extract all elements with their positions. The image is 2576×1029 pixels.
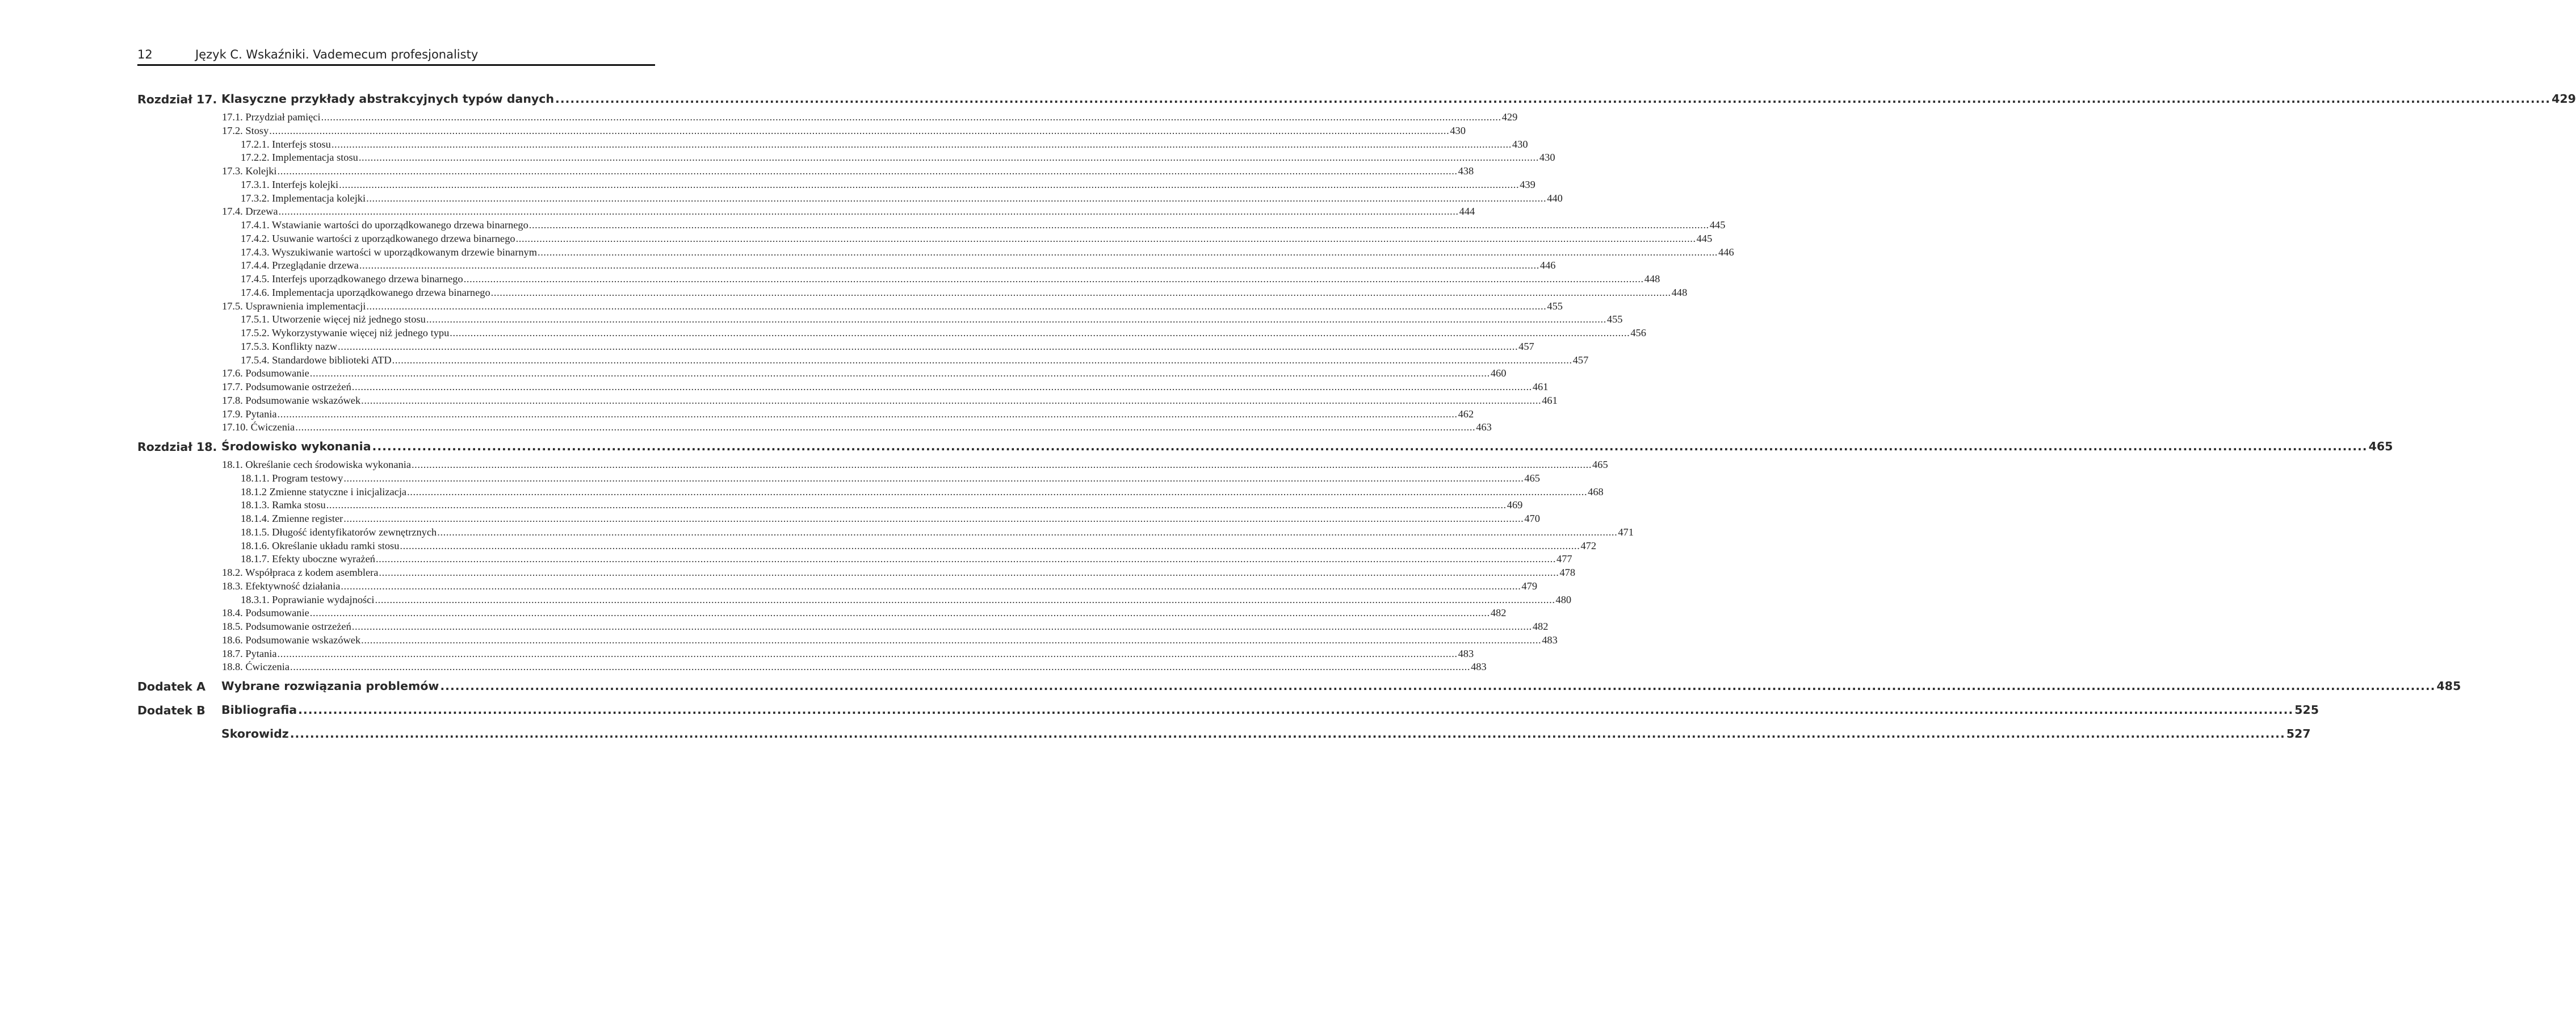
toc-entry bbox=[137, 165, 1474, 179]
toc-entry bbox=[137, 178, 1535, 193]
chapter-title: Klasyczne przykłady abstrakcyjnych typów danych bbox=[221, 92, 555, 106]
toc-entry bbox=[137, 593, 1572, 608]
toc-entry bbox=[137, 526, 1634, 540]
dot-leader: ................................................................................................................................................................................................................................................................................................................................................................................................................ bbox=[411, 459, 1592, 470]
entry-page-number: 463 bbox=[1476, 421, 1492, 433]
toc-entry bbox=[137, 367, 1507, 381]
table-of-contents bbox=[137, 92, 2576, 746]
toc-entry bbox=[137, 539, 1597, 554]
chapter-page-number: 527 bbox=[2286, 727, 2311, 741]
toc-entry bbox=[137, 232, 1713, 246]
chapter-page-number: 465 bbox=[2368, 440, 2393, 453]
entry-page-number: 448 bbox=[1644, 273, 1660, 285]
entry-page-number: 445 bbox=[1696, 232, 1713, 244]
entry-page-number: 468 bbox=[1588, 486, 1604, 497]
entry-title: 17.5.3. Konflikty nazw bbox=[241, 340, 338, 352]
entry-page-number: 430 bbox=[1450, 124, 1466, 136]
chapter-title: Środowisko wykonania bbox=[221, 440, 371, 453]
chapter-label: Dodatek A bbox=[137, 680, 205, 693]
toc-chapter bbox=[137, 679, 2461, 698]
entry-page-number: 465 bbox=[1592, 459, 1608, 470]
dot-leader: ................................................................................................................................................................................................................................................................................................................................................................................................................ bbox=[269, 124, 1450, 136]
toc-entry bbox=[137, 327, 1646, 341]
dot-leader: ................................................................................................................................................................................................................................................................................................................................................................................................................ bbox=[278, 206, 1459, 217]
chapter-page-number: 525 bbox=[2294, 703, 2319, 717]
entry-title: 18.3. Efektywność działania bbox=[222, 580, 341, 592]
dot-leader: ................................................................................................................................................................................................................................................................................................................................................................................................................ bbox=[341, 580, 1521, 592]
entry-page-number: 438 bbox=[1458, 165, 1474, 177]
entry-page-number: 470 bbox=[1524, 513, 1540, 524]
entry-page-number: 480 bbox=[1555, 593, 1572, 605]
chapter-page-number: 485 bbox=[2436, 679, 2461, 693]
dot-leader: ................................................................................................................................................................................................................................................................................................................................................................................................................ bbox=[343, 472, 1524, 484]
entry-title: 18.8. Ćwiczenia bbox=[222, 661, 290, 673]
entry-page-number: 483 bbox=[1471, 661, 1487, 673]
toc-entry bbox=[137, 219, 1726, 233]
entry-title: 17.4.1. Wstawianie wartości do uporządkowanego drzewa binarnego bbox=[241, 219, 528, 231]
dot-leader: ................................................................................................................................................................................................................................................................................................................................................................................................................ bbox=[351, 381, 1532, 392]
toc-entry bbox=[137, 246, 1734, 260]
toc-entry bbox=[137, 634, 1558, 648]
dot-leader: ................................................................................................................................................................................................................................................................................................................................................................................................................ bbox=[290, 727, 2285, 741]
entry-page-number: 482 bbox=[1532, 621, 1549, 632]
toc-entry bbox=[137, 421, 1492, 435]
entry-page-number: 472 bbox=[1580, 539, 1597, 551]
entry-page-number: 457 bbox=[1518, 340, 1534, 352]
chapter-label: Dodatek B bbox=[137, 704, 205, 717]
entry-title: 17.7. Podsumowanie ostrzeżeń bbox=[222, 381, 351, 392]
dot-leader: ................................................................................................................................................................................................................................................................................................................................................................................................................ bbox=[555, 92, 2551, 106]
dot-leader: ................................................................................................................................................................................................................................................................................................................................................................................................................ bbox=[400, 539, 1580, 551]
chapter-line bbox=[221, 703, 2319, 717]
entry-title: 17.4.3. Wyszukiwanie wartości w uporządkowanym drzewie binarnym bbox=[241, 246, 538, 258]
chapter-line bbox=[221, 440, 2393, 453]
dot-leader: ................................................................................................................................................................................................................................................................................................................................................................................................................ bbox=[338, 340, 1518, 352]
entry-page-number: 465 bbox=[1524, 472, 1540, 484]
entry-page-number: 429 bbox=[1501, 111, 1518, 123]
dot-leader: ................................................................................................................................................................................................................................................................................................................................................................................................................ bbox=[277, 647, 1458, 659]
entry-page-number: 478 bbox=[1559, 567, 1576, 578]
entry-title: 17.5.2. Wykorzystywanie więcej niż jednego typu bbox=[241, 327, 450, 338]
entry-page-number: 469 bbox=[1507, 499, 1523, 511]
entry-page-number: 445 bbox=[1709, 219, 1726, 231]
toc-entry bbox=[137, 553, 1572, 567]
entry-title: 18.1.6. Określanie układu ramki stosu bbox=[241, 539, 400, 551]
entry-page-number: 455 bbox=[1606, 313, 1623, 325]
dot-leader: ................................................................................................................................................................................................................................................................................................................................................................................................................ bbox=[392, 354, 1572, 366]
toc-entry bbox=[137, 567, 1576, 580]
entry-page-number: 430 bbox=[1539, 152, 1555, 164]
entry-title: 18.1.1. Program testowy bbox=[241, 472, 343, 484]
toc-entry bbox=[137, 286, 1688, 300]
chapter-label: Rozdział 17. bbox=[137, 93, 217, 106]
entry-title: 18.3.1. Poprawianie wydajności bbox=[241, 593, 375, 605]
entry-page-number: 444 bbox=[1459, 206, 1475, 217]
entry-title: 17.3.2. Implementacja kolejki bbox=[241, 192, 366, 204]
dot-leader: ................................................................................................................................................................................................................................................................................................................................................................................................................ bbox=[309, 607, 1490, 619]
dot-leader: ................................................................................................................................................................................................................................................................................................................................................................................................................ bbox=[351, 621, 1532, 632]
entry-title: 17.6. Podsumowanie bbox=[222, 367, 309, 379]
dot-leader: ................................................................................................................................................................................................................................................................................................................................................................................................................ bbox=[331, 138, 1512, 150]
toc-entry bbox=[137, 260, 1556, 273]
dot-leader: ................................................................................................................................................................................................................................................................................................................................................................................................................ bbox=[326, 499, 1507, 511]
toc-entry bbox=[137, 138, 1528, 152]
toc-entry bbox=[137, 273, 1660, 287]
entry-title: 18.2. Współpraca z kodem asemblera bbox=[222, 567, 379, 578]
entry-title: 17.2. Stosy bbox=[222, 124, 269, 136]
entry-title: 17.4.2. Usuwanie wartości z uporządkowanego drzewa binarnego bbox=[241, 232, 515, 244]
entry-title: 17.10. Ćwiczenia bbox=[222, 421, 295, 433]
dot-leader: ................................................................................................................................................................................................................................................................................................................................................................................................................ bbox=[515, 232, 1696, 244]
chapter-title: Skorowidz bbox=[221, 727, 289, 741]
dot-leader: ................................................................................................................................................................................................................................................................................................................................................................................................................ bbox=[528, 219, 1709, 231]
toc-entry bbox=[137, 354, 1589, 368]
entry-page-number: 483 bbox=[1458, 647, 1474, 659]
toc-entry bbox=[137, 647, 1474, 662]
chapter-title: Wybrane rozwiązania problemów bbox=[221, 679, 439, 693]
entry-title: 17.5.1. Utworzenie więcej niż jednego stosu bbox=[241, 313, 426, 325]
book-title: Język C. Wskaźniki. Vademecum profesjonalisty bbox=[195, 48, 479, 61]
dot-leader: ................................................................................................................................................................................................................................................................................................................................................................................................................ bbox=[440, 679, 2436, 693]
dot-leader: ................................................................................................................................................................................................................................................................................................................................................................................................................ bbox=[290, 661, 1471, 673]
entry-title: 17.2.1. Interfejs stosu bbox=[241, 138, 331, 150]
dot-leader: ................................................................................................................................................................................................................................................................................................................................................................................................................ bbox=[538, 246, 1718, 258]
dot-leader: ................................................................................................................................................................................................................................................................................................................................................................................................................ bbox=[372, 440, 2368, 453]
toc-entry bbox=[137, 661, 1487, 675]
toc-chapter bbox=[137, 440, 2393, 459]
toc-entry bbox=[137, 513, 1540, 526]
dot-leader: ................................................................................................................................................................................................................................................................................................................................................................................................................ bbox=[379, 567, 1559, 578]
dot-leader: ................................................................................................................................................................................................................................................................................................................................................................................................................ bbox=[490, 286, 1671, 298]
entry-page-number: 446 bbox=[1718, 246, 1734, 258]
page-number: 12 bbox=[137, 48, 153, 61]
entry-page-number: 471 bbox=[1618, 526, 1634, 538]
entry-title: 18.1.7. Efekty uboczne wyrażeń bbox=[241, 553, 375, 565]
dot-leader: ................................................................................................................................................................................................................................................................................................................................................................................................................ bbox=[361, 394, 1542, 406]
entry-title: 17.4.6. Implementacja uporządkowanego drzewa binarnego bbox=[241, 286, 490, 298]
entry-page-number: 483 bbox=[1542, 634, 1558, 646]
entry-title: 17.3. Kolejki bbox=[222, 165, 277, 177]
dot-leader: ................................................................................................................................................................................................................................................................................................................................................................................................................ bbox=[359, 260, 1539, 271]
entry-title: 17.5. Usprawnienia implementacji bbox=[222, 300, 366, 312]
entry-title: 18.6. Podsumowanie wskazówek bbox=[222, 634, 361, 646]
toc-entry bbox=[137, 206, 1475, 219]
entry-title: 18.1. Określanie cech środowiska wykonania bbox=[222, 459, 411, 470]
entry-title: 17.1. Przydział pamięci bbox=[222, 111, 321, 123]
dot-leader: ................................................................................................................................................................................................................................................................................................................................................................................................................ bbox=[366, 300, 1547, 312]
toc-chapter bbox=[137, 92, 2576, 111]
dot-leader: ................................................................................................................................................................................................................................................................................................................................................................................................................ bbox=[343, 513, 1524, 524]
chapter-line bbox=[221, 92, 2576, 106]
entry-page-number: 439 bbox=[1520, 178, 1535, 190]
toc-entry bbox=[137, 408, 1474, 422]
dot-leader: ................................................................................................................................................................................................................................................................................................................................................................................................................ bbox=[463, 273, 1644, 285]
entry-page-number: 448 bbox=[1671, 286, 1688, 298]
dot-leader: ................................................................................................................................................................................................................................................................................................................................................................................................................ bbox=[358, 152, 1539, 164]
toc-entry bbox=[137, 486, 1604, 500]
toc-chapter bbox=[137, 703, 2319, 722]
toc-entry bbox=[137, 340, 1534, 354]
dot-leader: ................................................................................................................................................................................................................................................................................................................................................................................................................ bbox=[321, 111, 1501, 123]
entry-title: 17.4. Drzewa bbox=[222, 206, 278, 217]
dot-leader: ................................................................................................................................................................................................................................................................................................................................................................................................................ bbox=[375, 593, 1555, 605]
entry-page-number: 440 bbox=[1547, 192, 1563, 204]
entry-title: 17.9. Pytania bbox=[222, 408, 277, 420]
toc-entry bbox=[137, 580, 1538, 594]
chapter-line bbox=[221, 727, 2311, 741]
toc-entry bbox=[137, 124, 1466, 139]
dot-leader: ................................................................................................................................................................................................................................................................................................................................................................................................................ bbox=[277, 408, 1458, 420]
entry-page-number: 461 bbox=[1542, 394, 1558, 406]
chapter-label: Rozdział 18. bbox=[137, 440, 217, 454]
toc-entry bbox=[137, 621, 1549, 634]
entry-page-number: 462 bbox=[1458, 408, 1474, 420]
entry-title: 18.7. Pytania bbox=[222, 647, 277, 659]
dot-leader: ................................................................................................................................................................................................................................................................................................................................................................................................................ bbox=[309, 367, 1490, 379]
dot-leader: ................................................................................................................................................................................................................................................................................................................................................................................................................ bbox=[426, 313, 1606, 325]
running-head bbox=[137, 48, 655, 66]
toc-entry bbox=[137, 472, 1540, 486]
dot-leader: ................................................................................................................................................................................................................................................................................................................................................................................................................ bbox=[366, 192, 1547, 204]
entry-page-number: 477 bbox=[1556, 553, 1572, 565]
dot-leader: ................................................................................................................................................................................................................................................................................................................................................................................................................ bbox=[298, 703, 2294, 717]
dot-leader: ................................................................................................................................................................................................................................................................................................................................................................................................................ bbox=[375, 553, 1556, 565]
entry-title: 18.5. Podsumowanie ostrzeżeń bbox=[222, 621, 351, 632]
entry-title: 18.1.4. Zmienne register bbox=[241, 513, 343, 524]
entry-title: 17.5.4. Standardowe biblioteki ATD bbox=[241, 354, 392, 366]
toc-entry bbox=[137, 313, 1623, 327]
dot-leader: ................................................................................................................................................................................................................................................................................................................................................................................................................ bbox=[277, 165, 1458, 177]
entry-title: 18.1.5. Długość identyfikatorów zewnętrznych bbox=[241, 526, 437, 538]
entry-page-number: 456 bbox=[1630, 327, 1646, 338]
entry-page-number: 457 bbox=[1572, 354, 1589, 366]
chapter-line bbox=[221, 679, 2461, 693]
entry-page-number: 479 bbox=[1521, 580, 1538, 592]
entry-title: 17.4.4. Przeglądanie drzewa bbox=[241, 260, 359, 271]
entry-title: 17.4.5. Interfejs uporządkowanego drzewa binarnego bbox=[241, 273, 463, 285]
dot-leader: ................................................................................................................................................................................................................................................................................................................................................................................................................ bbox=[295, 421, 1476, 433]
dot-leader: ................................................................................................................................................................................................................................................................................................................................................................................................................ bbox=[361, 634, 1542, 646]
toc-entry bbox=[137, 607, 1507, 621]
dot-leader: ................................................................................................................................................................................................................................................................................................................................................................................................................ bbox=[437, 526, 1618, 538]
entry-title: 18.1.3. Ramka stosu bbox=[241, 499, 326, 511]
entry-title: 18.1.2 Zmienne statyczne i inicjalizacja bbox=[241, 486, 407, 497]
toc-entry bbox=[137, 192, 1563, 206]
toc-entry bbox=[137, 499, 1523, 513]
entry-title: 18.4. Podsumowanie bbox=[222, 607, 309, 619]
dot-leader: ................................................................................................................................................................................................................................................................................................................................................................................................................ bbox=[407, 486, 1588, 497]
entry-page-number: 461 bbox=[1532, 381, 1549, 392]
entry-page-number: 446 bbox=[1539, 260, 1556, 271]
entry-title: 17.2.2. Implementacja stosu bbox=[241, 152, 358, 164]
entry-page-number: 460 bbox=[1490, 367, 1507, 379]
entry-title: 17.8. Podsumowanie wskazówek bbox=[222, 394, 361, 406]
entry-page-number: 455 bbox=[1547, 300, 1563, 312]
chapter-page-number: 429 bbox=[2552, 92, 2576, 106]
chapter-title: Bibliografia bbox=[221, 703, 297, 717]
toc-entry bbox=[137, 394, 1558, 408]
toc-entry bbox=[137, 381, 1549, 395]
toc-entry bbox=[137, 300, 1563, 314]
entry-page-number: 430 bbox=[1512, 138, 1528, 150]
dot-leader: ................................................................................................................................................................................................................................................................................................................................................................................................................ bbox=[450, 327, 1630, 338]
toc-entry bbox=[137, 111, 1518, 125]
toc-entry bbox=[137, 459, 1608, 472]
entry-title: 17.3.1. Interfejs kolejki bbox=[241, 178, 339, 190]
entry-page-number: 482 bbox=[1490, 607, 1507, 619]
toc-chapter bbox=[137, 727, 2311, 746]
dot-leader: ................................................................................................................................................................................................................................................................................................................................................................................................................ bbox=[339, 178, 1520, 190]
toc-entry bbox=[137, 152, 1555, 165]
